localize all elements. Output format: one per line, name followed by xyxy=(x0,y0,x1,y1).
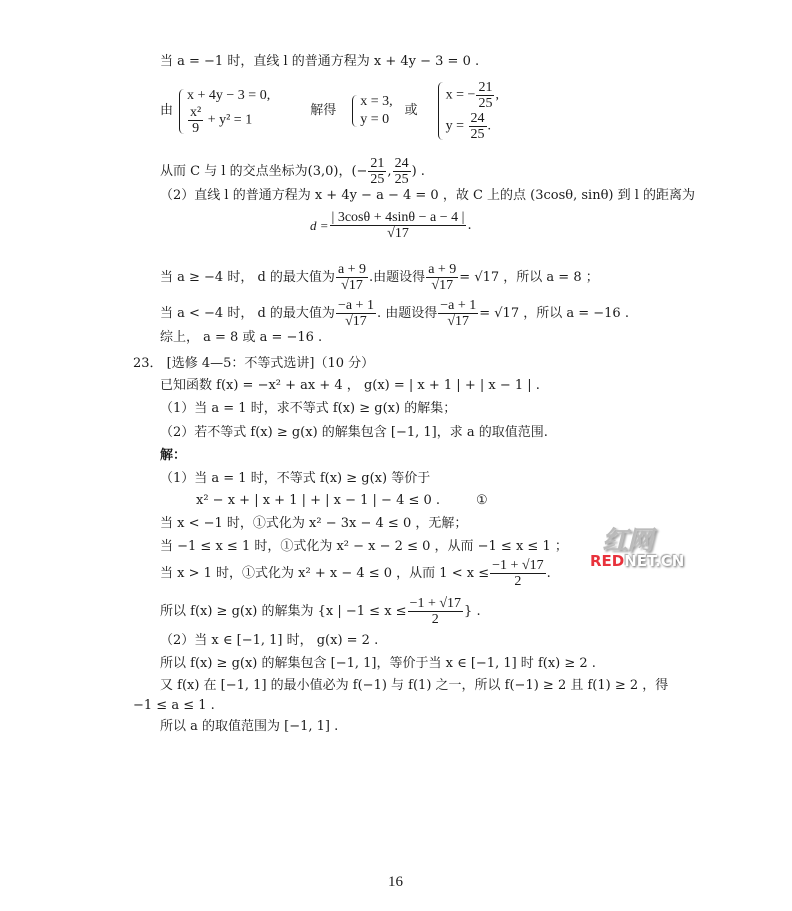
frac-num: 21 xyxy=(478,80,493,95)
solution-line xyxy=(196,493,488,509)
line-text: 解： xyxy=(160,448,187,463)
line-text: . xyxy=(546,565,551,581)
solution-line xyxy=(160,596,481,627)
system-prefix: 由 xyxy=(160,103,174,118)
solution-line xyxy=(160,678,668,694)
frac-num: | 3cosθ + 4sinθ − a − 4 | xyxy=(331,210,465,225)
solution-line xyxy=(160,516,467,532)
frac-num: −a + 1 xyxy=(337,298,374,313)
frac-num: x² xyxy=(190,104,202,120)
sol1-x: x = 3, xyxy=(360,94,393,109)
or-label: 或 xyxy=(404,103,418,118)
period: . xyxy=(467,217,472,233)
watermark-en-logo xyxy=(590,552,684,570)
watermark-cn-logo: 红网 xyxy=(602,526,653,556)
intersection-text: 从而 C 与 l 的交点坐标为(3,0)，(− xyxy=(160,163,368,179)
line-text: 所以 f(x) ≥ g(x) 的解集包含 [−1, 1]，等价于当 x ∈ [−1, 1] 时 f(x) ≥ 2 . xyxy=(160,656,596,671)
line-text: （1）当 a = 1 时，不等式 f(x) ≥ g(x) 等价于 xyxy=(160,471,431,486)
solve-label: 解得 xyxy=(310,103,337,118)
line-text: （2）直线 l 的普通方程为 x + 4y − a − 4 = 0 ，故 C 上的点 (3cosθ, sinθ) 到 l 的距离为 xyxy=(160,188,696,203)
frac-num: 24 xyxy=(394,156,409,171)
system-eq1: x + 4y − 3 = 0, xyxy=(187,87,271,103)
d-prefix: d = xyxy=(310,217,329,233)
case2-line xyxy=(160,298,629,329)
solution-line xyxy=(160,633,378,649)
solution-1 xyxy=(350,93,392,129)
problem-heading xyxy=(133,356,374,372)
text-line xyxy=(160,188,695,204)
solution-line xyxy=(160,656,596,672)
solution-label xyxy=(160,448,186,464)
line-text: 当 x < −1 时，①式化为 x² − 3x − 4 ≤ 0 ，无解； xyxy=(160,516,468,531)
line-text: 已知函数 f(x) = −x² + ax + 4 ， g(x) = | x + 1 | + | x − 1 | . xyxy=(160,378,540,393)
page-number: 16 xyxy=(388,874,403,890)
frac-num: −1 + √17 xyxy=(409,596,462,611)
heading-text: 23． [选修 4—5：不等式选讲]（10 分） xyxy=(133,356,375,371)
watermark-grey-text: NET.CN xyxy=(624,552,685,570)
case-text: = √17 ，所以 a = −16 . xyxy=(479,305,629,321)
solution-line xyxy=(160,719,338,735)
line-text: 当 a = −1 时，直线 l 的普通方程为 x + 4y − 3 = 0 . xyxy=(160,54,480,69)
frac-den: √17 xyxy=(345,314,367,329)
frac-den: 25 xyxy=(370,172,385,187)
case-text: . 由题设得 xyxy=(376,305,438,321)
solution-line xyxy=(160,558,551,589)
frac-den: 25 xyxy=(394,172,409,187)
frac-den: 25 xyxy=(470,127,485,142)
solution-line xyxy=(160,471,430,487)
case-text: 当 a ≥ −4 时， d 的最大值为 xyxy=(160,269,335,285)
sol2-y: y = $\frac{24}{25}$ . xyxy=(445,111,492,142)
frac-num: 24 xyxy=(470,111,485,126)
distance-formula xyxy=(310,210,472,241)
line-text: 当 x > 1 时，①式化为 x² + x − 4 ≤ 0 ，从而 1 < x ≤ xyxy=(160,565,490,581)
sol1-y: y = 0 xyxy=(360,112,390,127)
frac-num: a + 9 xyxy=(428,262,457,277)
line-text: （1）当 a = 1 时，求不等式 f(x) ≥ g(x) 的解集； xyxy=(160,401,457,416)
frac-den: 25 xyxy=(478,96,493,111)
line-text: （2）若不等式 f(x) ≥ g(x) 的解集包含 [−1, 1]，求 a 的取值范围. xyxy=(160,425,548,440)
line-text: −1 ≤ a ≤ 1 . xyxy=(133,698,215,713)
line-text: 又 f(x) 在 [−1, 1] 的最小值必为 f(−1) 与 f(1) 之一，所以 f(−1) ≥ 2 且 f(1) ≥ 2 ，得 xyxy=(160,678,669,693)
frac-num: 21 xyxy=(370,156,385,171)
sol2-x-prefix: x = − xyxy=(445,87,476,103)
frac-den: 9 xyxy=(192,120,200,136)
frac-den: √17 xyxy=(341,278,363,293)
solution-line xyxy=(133,698,215,714)
equation-marker: ① xyxy=(476,493,488,508)
rednet-watermark xyxy=(580,520,710,580)
line-text: （2）当 x ∈ [−1, 1] 时， g(x) = 2 . xyxy=(160,633,379,648)
case-text: = √17 ，所以 a = 8 ； xyxy=(459,269,599,285)
watermark-red-text: RED xyxy=(590,552,625,570)
frac-den: √17 xyxy=(447,314,470,329)
sol2-y-prefix: y = xyxy=(445,118,465,134)
equation-system xyxy=(177,87,270,136)
frac-den: √17 xyxy=(387,226,409,241)
system-eq2 xyxy=(187,105,270,136)
equation-system-line xyxy=(160,76,499,146)
given-line xyxy=(160,378,540,394)
case-text: .由题设得 xyxy=(369,269,426,285)
eq-rest: + y² = 1 xyxy=(207,112,253,128)
line-text: x² − x + | x + 1 | + | x − 1 | − 4 ≤ 0 . xyxy=(196,493,441,508)
line-text: } . xyxy=(464,603,481,619)
intersection-line: 从而 C 与 l 的交点坐标为(3,0)，(− $\frac{21}{25}$ , $\frac{24}{25}$ ) . xyxy=(160,156,425,187)
frac-den: √17 xyxy=(431,278,454,293)
line-text: 所以 a 的取值范围为 [−1, 1] . xyxy=(160,719,339,734)
line-text: 所以 f(x) ≥ g(x) 的解集为 {x | −1 ≤ x ≤ xyxy=(160,603,407,619)
sol2-x: x = − $\frac{21}{25}$ , xyxy=(445,80,499,111)
question-1 xyxy=(160,401,456,417)
line-text: 综上， a = 8 或 a = −16 . xyxy=(160,330,323,345)
intersection-end: ) . xyxy=(411,163,425,179)
frac-num: −a + 1 xyxy=(440,298,477,313)
line-text: 当 −1 ≤ x ≤ 1 时，①式化为 x² − x − 2 ≤ 0 ，从而 −1 ≤ x ≤ 1 ； xyxy=(160,539,568,554)
solution-line xyxy=(160,539,568,555)
question-2 xyxy=(160,425,548,441)
solution-2 xyxy=(436,80,499,142)
text-line xyxy=(160,54,479,70)
frac-den: 2 xyxy=(431,612,439,627)
frac-num: −1 + √17 xyxy=(492,558,544,573)
case1-line xyxy=(160,262,599,293)
frac-den: 2 xyxy=(514,574,522,589)
summary-line xyxy=(160,330,322,346)
frac-num: a + 9 xyxy=(337,262,367,277)
case-text: 当 a < −4 时， d 的最大值为 xyxy=(160,305,335,321)
